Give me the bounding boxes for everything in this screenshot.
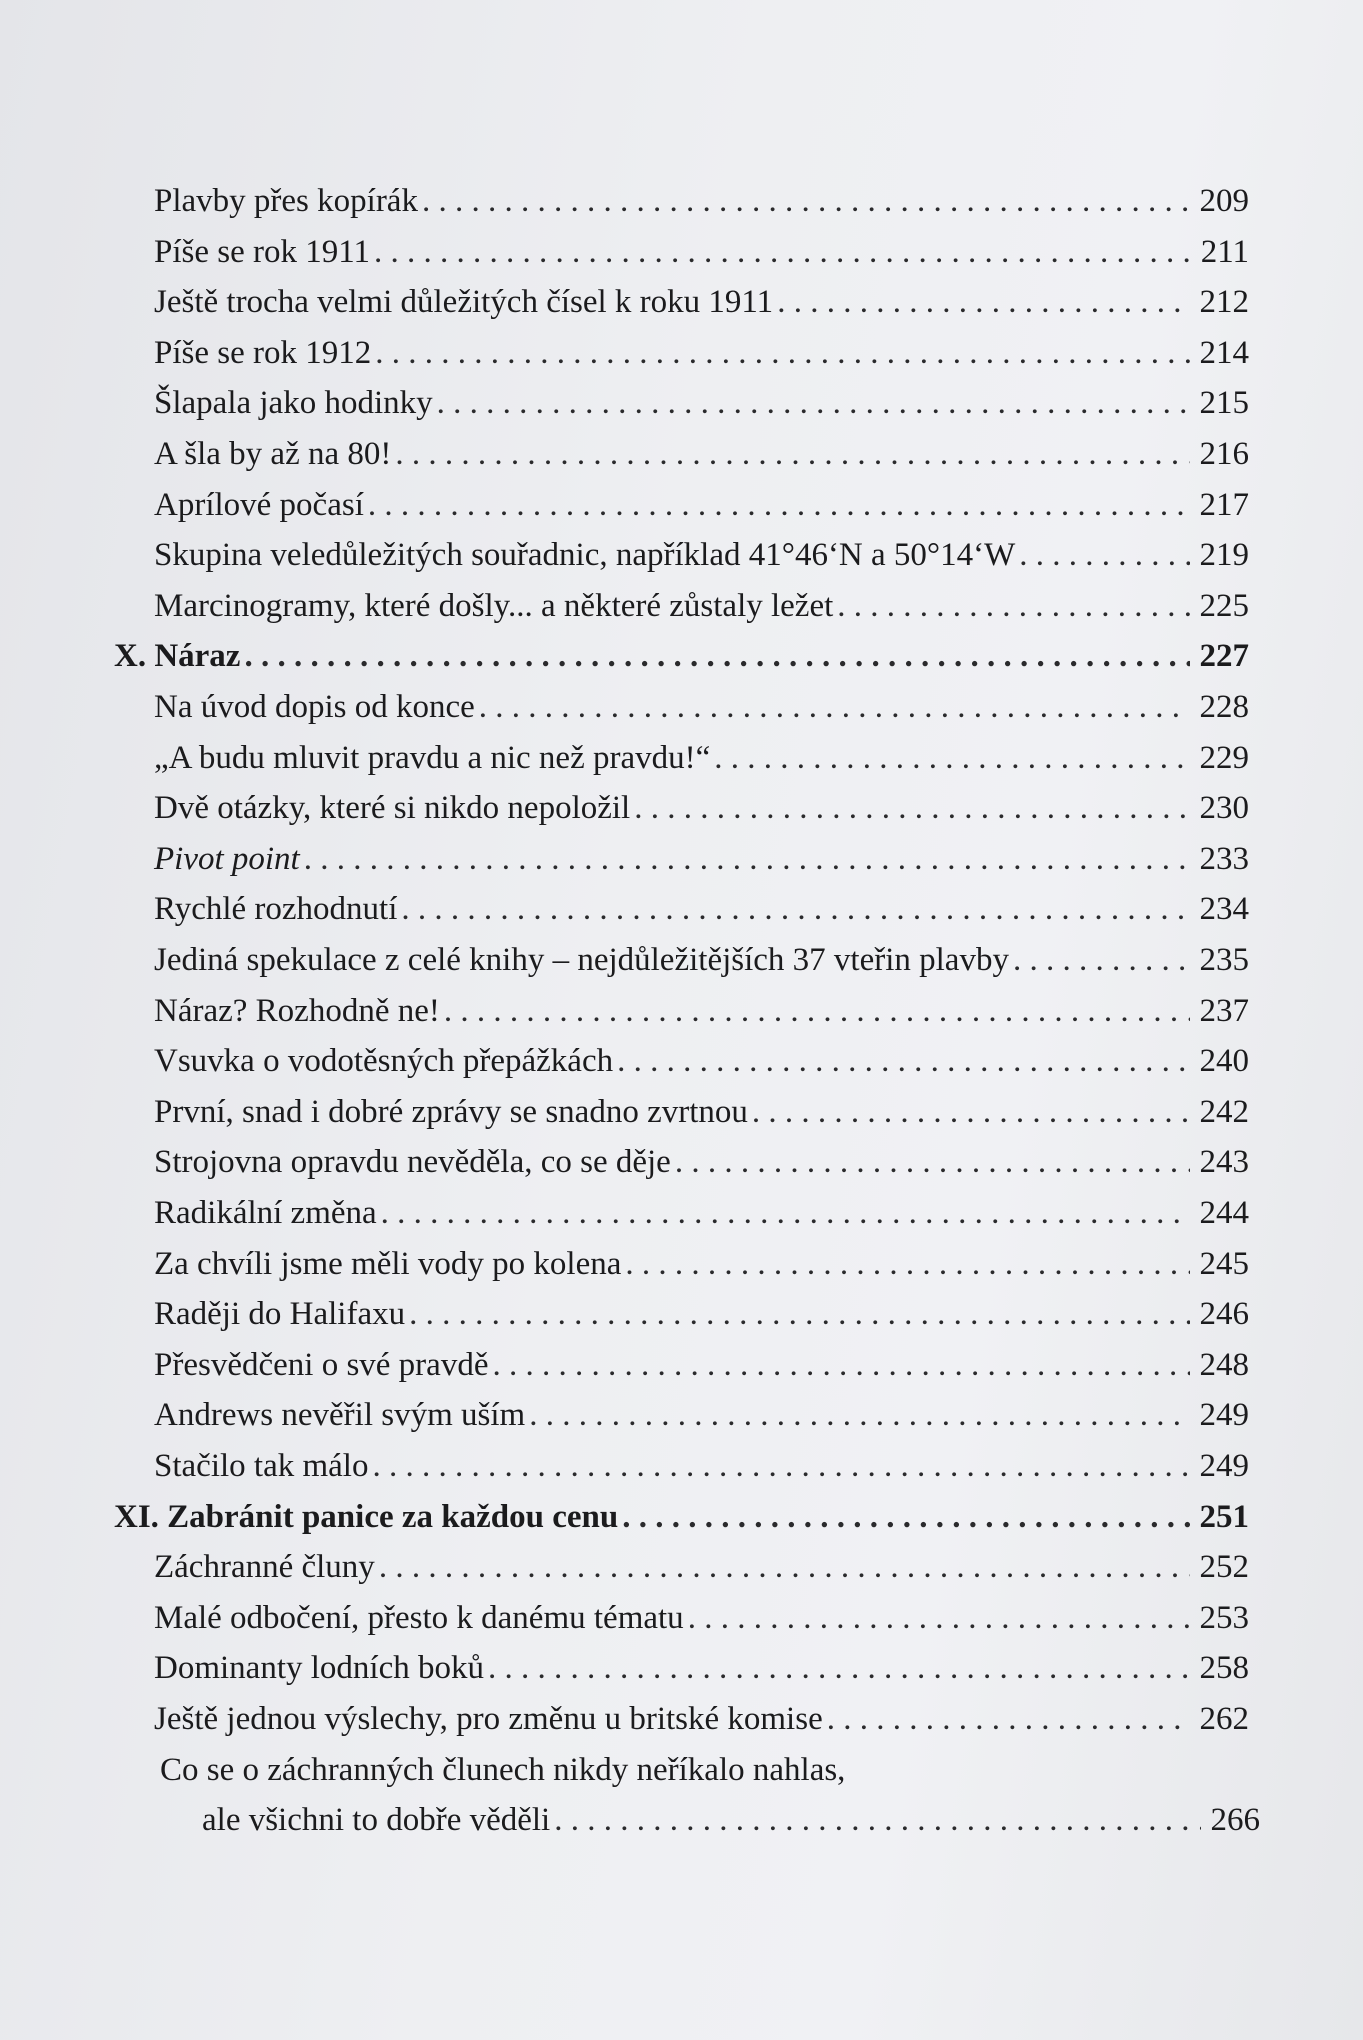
toc-entry-row bbox=[154, 530, 1249, 580]
page-number: 216 bbox=[1199, 436, 1249, 472]
dot-leader bbox=[375, 328, 1190, 378]
toc-entry-row bbox=[154, 1390, 1249, 1440]
dot-leader bbox=[1013, 935, 1190, 985]
dot-leader bbox=[381, 1188, 1190, 1238]
dot-leader bbox=[444, 986, 1190, 1036]
chapter-title: X. Náraz bbox=[114, 638, 241, 675]
toc-entry-row bbox=[154, 1593, 1249, 1643]
dot-leader bbox=[374, 227, 1190, 277]
page-number: 225 bbox=[1199, 587, 1249, 624]
dot-leader bbox=[617, 1036, 1190, 1086]
page-number: 249 bbox=[1199, 1397, 1249, 1434]
entry-title: A šla by až na 80! bbox=[154, 436, 392, 472]
page-number: 229 bbox=[1199, 739, 1249, 776]
page-number: 266 bbox=[1210, 1802, 1260, 1839]
toc-entry-row bbox=[154, 884, 1249, 934]
toc-entry-row bbox=[154, 986, 1249, 1036]
toc-entry-row bbox=[154, 733, 1249, 783]
entry-title: Raději do Halifaxu bbox=[154, 1296, 406, 1333]
entry-title: Dvě otázky, které si nikdo nepoložil bbox=[154, 790, 631, 827]
dot-leader bbox=[622, 1492, 1190, 1542]
dot-leader bbox=[437, 378, 1190, 428]
entry-title: Záchranné čluny bbox=[154, 1549, 375, 1586]
page-number: 233 bbox=[1199, 840, 1249, 877]
entry-title: Za chvíli jsme měli vody po kolena bbox=[154, 1245, 622, 1282]
page-number: 230 bbox=[1199, 790, 1249, 827]
dot-leader bbox=[479, 682, 1190, 732]
page-number: 237 bbox=[1199, 992, 1249, 1029]
dot-leader bbox=[752, 1087, 1190, 1137]
toc-entry-row bbox=[154, 1542, 1249, 1592]
page-number: 235 bbox=[1199, 942, 1249, 978]
page-number: 243 bbox=[1199, 1144, 1249, 1181]
toc-entry-row bbox=[154, 227, 1249, 277]
toc-entry-row bbox=[154, 581, 1249, 631]
page-number: 240 bbox=[1199, 1043, 1249, 1080]
toc-entry-row bbox=[154, 935, 1249, 985]
toc-entry-row bbox=[154, 834, 1249, 884]
entry-title: První, snad i dobré zprávy se snadno zvrtnou bbox=[154, 1093, 748, 1130]
dot-leader bbox=[372, 1441, 1190, 1491]
entry-title: Píše se rok 1911 bbox=[154, 233, 371, 270]
page-number: 215 bbox=[1199, 385, 1249, 422]
dot-leader bbox=[837, 581, 1190, 631]
entry-title: Na úvod dopis od konce bbox=[154, 689, 475, 725]
entry-title: Ještě trocha velmi důležitých čísel k roku 1911 bbox=[154, 284, 774, 321]
dot-leader bbox=[422, 176, 1190, 226]
entry-title: Malé odbočení, přesto k danému tématu bbox=[154, 1599, 684, 1636]
toc-entry-row bbox=[154, 1643, 1249, 1693]
entry-title: Pivot point bbox=[154, 840, 300, 877]
dot-leader bbox=[395, 429, 1190, 479]
dot-leader bbox=[304, 834, 1190, 884]
page-number: 246 bbox=[1199, 1296, 1249, 1333]
page-number: 251 bbox=[1199, 1498, 1249, 1535]
toc-chapter-row bbox=[114, 1492, 1249, 1542]
entry-title: Aprílové počasí bbox=[154, 486, 364, 523]
page-number: 245 bbox=[1199, 1245, 1249, 1282]
dot-leader bbox=[777, 277, 1190, 327]
entry-title: Přesvědčeni o své pravdě bbox=[154, 1346, 489, 1383]
toc-entry-row bbox=[154, 1188, 1249, 1238]
entry-title: Radikální změna bbox=[154, 1195, 377, 1231]
page-number: 211 bbox=[1200, 233, 1249, 270]
toc-entry-row bbox=[154, 277, 1249, 327]
chapter-title: XI. Zabránit panice za každou cenu bbox=[114, 1498, 619, 1535]
dot-leader bbox=[1019, 530, 1190, 580]
page-number: 244 bbox=[1199, 1195, 1249, 1231]
dot-leader bbox=[492, 1340, 1190, 1390]
page-number: 258 bbox=[1199, 1650, 1249, 1687]
entry-title: Náraz? Rozhodně ne! bbox=[154, 992, 440, 1029]
page-number: 234 bbox=[1199, 891, 1249, 928]
entry-title: ale všichni to dobře věděli bbox=[202, 1802, 551, 1839]
entry-title: Plavby přes kopírák bbox=[154, 183, 418, 219]
toc-entry-row bbox=[202, 1795, 1260, 1845]
toc-entry-row bbox=[160, 1745, 1260, 1795]
dot-leader bbox=[368, 480, 1190, 530]
dot-leader bbox=[554, 1795, 1201, 1845]
page-number: 217 bbox=[1199, 486, 1249, 523]
entry-title: Jediná spekulace z celé knihy – nejdůležitějších 37 vteřin plavby bbox=[154, 942, 1009, 978]
toc-entry-row bbox=[154, 682, 1249, 732]
dot-leader bbox=[488, 1643, 1190, 1693]
entry-title: Ještě jednou výslechy, pro změnu u britské komise bbox=[154, 1701, 823, 1737]
entry-title: „A budu mluvit pravdu a nic než pravdu!“ bbox=[154, 739, 711, 776]
page-number: 212 bbox=[1199, 284, 1249, 321]
toc-entry-row bbox=[154, 429, 1249, 479]
toc-chapter-row bbox=[114, 631, 1249, 681]
dot-leader bbox=[688, 1593, 1190, 1643]
toc-entry-row bbox=[154, 1239, 1249, 1289]
entry-title: Skupina veledůležitých souřadnic, například 41°46‘N a 50°14‘W bbox=[154, 537, 1016, 574]
toc-entry-row bbox=[154, 1137, 1249, 1187]
dot-leader bbox=[675, 1137, 1190, 1187]
toc-entry-row bbox=[154, 480, 1249, 530]
page-number: 262 bbox=[1199, 1701, 1249, 1737]
dot-leader bbox=[625, 1239, 1190, 1289]
entry-title: Strojovna opravdu nevěděla, co se děje bbox=[154, 1144, 671, 1181]
dot-leader bbox=[634, 783, 1190, 833]
entry-title: Vsuvka o vodotěsných přepážkách bbox=[154, 1043, 614, 1080]
toc-entry-row bbox=[154, 328, 1249, 378]
toc-entry-row bbox=[154, 783, 1249, 833]
page-number: 209 bbox=[1199, 183, 1249, 219]
toc-entry-row bbox=[154, 1087, 1249, 1137]
dot-leader bbox=[714, 733, 1190, 783]
page-number: 249 bbox=[1199, 1448, 1249, 1484]
dot-leader bbox=[409, 1289, 1190, 1339]
dot-leader bbox=[379, 1542, 1190, 1592]
page-number: 227 bbox=[1199, 638, 1249, 675]
entry-title: Rychlé rozhodnutí bbox=[154, 891, 398, 928]
dot-leader bbox=[529, 1390, 1190, 1440]
entry-title: Andrews nevěřil svým uším bbox=[154, 1397, 526, 1434]
dot-leader bbox=[401, 884, 1190, 934]
toc-entry-row bbox=[154, 1036, 1249, 1086]
entry-title: Co se o záchranných člunech nikdy neříkalo nahlas, bbox=[160, 1751, 846, 1788]
entry-title: Dominanty lodních boků bbox=[154, 1650, 484, 1687]
page-number: 253 bbox=[1199, 1599, 1249, 1636]
page-number: 219 bbox=[1199, 537, 1249, 574]
toc-entry-row bbox=[154, 1340, 1249, 1390]
dot-leader bbox=[827, 1694, 1190, 1744]
entry-title: Píše se rok 1912 bbox=[154, 334, 372, 371]
page-number: 242 bbox=[1199, 1093, 1249, 1130]
toc-entry-row bbox=[154, 176, 1249, 226]
dot-leader bbox=[244, 631, 1190, 681]
entry-title: Šlapala jako hodinky bbox=[154, 385, 433, 422]
page-number: 228 bbox=[1199, 689, 1249, 725]
toc-entry-row bbox=[154, 378, 1249, 428]
toc-entry-row bbox=[154, 1694, 1249, 1744]
toc-entry-row bbox=[154, 1441, 1249, 1491]
toc-entry-row bbox=[154, 1289, 1249, 1339]
entry-title: Stačilo tak málo bbox=[154, 1448, 369, 1484]
page-number: 252 bbox=[1199, 1549, 1249, 1586]
page-number: 248 bbox=[1199, 1346, 1249, 1383]
page-number: 214 bbox=[1199, 334, 1249, 371]
entry-title: Marcinogramy, které došly... a některé zůstaly ležet bbox=[154, 587, 834, 624]
